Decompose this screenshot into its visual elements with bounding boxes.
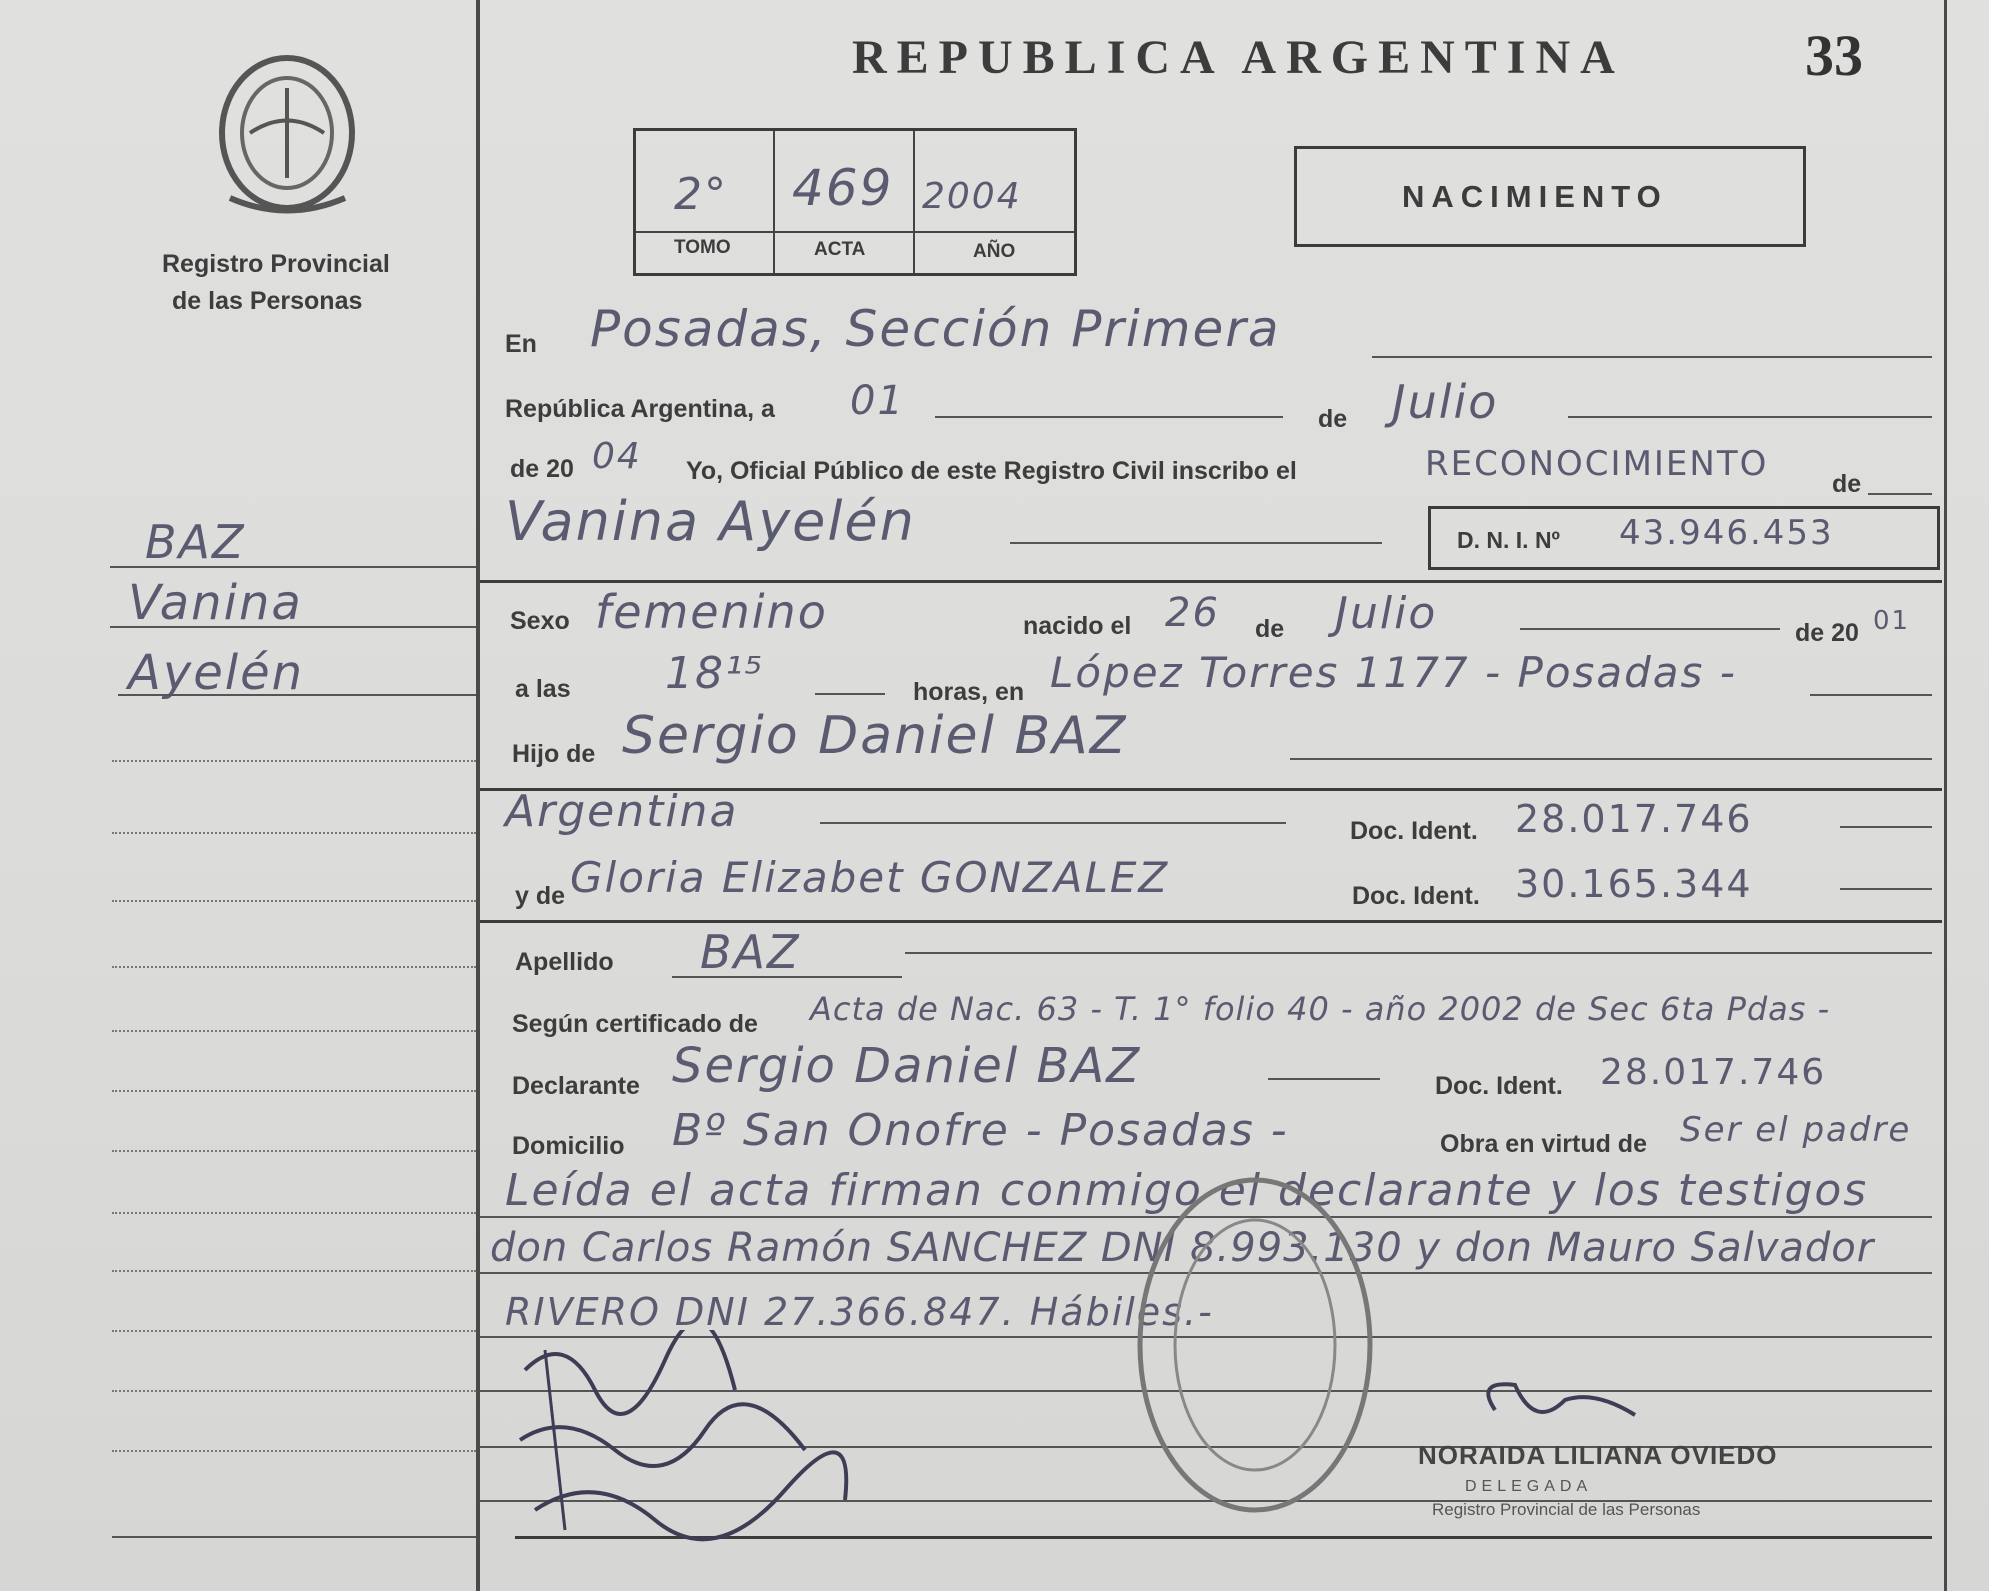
margin-second-name: Ayelén xyxy=(128,645,305,701)
nac-anio-field: 01 xyxy=(1873,606,1911,636)
padre-field: Sergio Daniel BAZ xyxy=(622,706,1128,766)
signature-scribble-icon xyxy=(505,1330,865,1550)
acta-value: 469 xyxy=(792,159,894,217)
official-name: NORAIDA LILIANA OVIEDO xyxy=(1418,1440,1778,1470)
nac-mes-field: Julio xyxy=(1335,588,1438,639)
lugar-field: Posadas, Sección Primera xyxy=(590,300,1281,358)
domicilio-field: Bº San Onofre - Posadas - xyxy=(672,1105,1289,1156)
official-signature-icon xyxy=(1465,1370,1645,1450)
record-box xyxy=(633,128,1077,276)
nac-dia-field: 26 xyxy=(1165,590,1220,636)
acta-label: ACTA xyxy=(814,239,866,260)
padre-doc-field: 28.017.746 xyxy=(1515,797,1753,841)
registry-line-2: de las Personas xyxy=(172,287,363,315)
padre-nac-field: Argentina xyxy=(505,786,739,837)
margin-surname: BAZ xyxy=(145,515,246,569)
margin-first-name: Vanina xyxy=(128,575,303,631)
tomo-label: TOMO xyxy=(674,237,731,258)
margin-divider xyxy=(476,0,480,1591)
declarante-doc-field: 28.017.746 xyxy=(1600,1052,1827,1093)
dia-field: 01 xyxy=(850,378,905,424)
dni-box: D. N. I. Nº 43.946.453 xyxy=(1428,506,1940,570)
coat-of-arms-icon xyxy=(210,48,365,218)
texto-line-2: don Carlos Ramón SANCHEZ DNI 8.993.130 y don Mauro Salvador xyxy=(490,1225,1875,1271)
act-type-box xyxy=(1294,146,1806,247)
ano-value: 2004 xyxy=(922,176,1022,217)
texto-line-3: RIVERO DNI 27.366.847. Hábiles.- xyxy=(505,1290,1214,1334)
madre-field: Gloria Elizabet GONZALEZ xyxy=(570,853,1170,902)
lugar-nac-field: López Torres 1177 - Posadas - xyxy=(1050,648,1737,697)
nombre-field: Vanina Ayelén xyxy=(505,490,916,553)
texto-line-1: Leída el acta firman conmigo el declarante y los testigos xyxy=(505,1165,1869,1216)
mes-field: Julio xyxy=(1392,375,1499,429)
official-title: DELEGADA xyxy=(1465,1478,1593,1495)
act-type: NACIMIENTO xyxy=(1402,179,1668,214)
certificado-field: Acta de Nac. 63 - T. 1° folio 40 - año 2002 de Sec 6ta Pdas - xyxy=(810,990,1831,1028)
country-title: REPUBLICA ARGENTINA xyxy=(852,31,1625,84)
tomo-value: 2° xyxy=(674,169,728,220)
registry-line-1: Registro Provincial xyxy=(162,250,390,278)
madre-doc-field: 30.165.344 xyxy=(1515,862,1753,906)
ano-label: AÑO xyxy=(973,241,1016,262)
certificate-page: Registro Provincial de las Personas REPUBLICA ARGENTINA 33 2° 469 2004 TOMO ACTA AÑO NACIMIENTO BAZ Vanina Ayelén En Posadas, Sección Primera República Argentina, a 01 de Julio de 20 04 Yo, Oficial Público de este Registro Civil inscribo el RECONOCIMIENTO de Vanina Ayelén D. N. I. Nº 43.946.453 Sexo femenino nacido el 26 de Julio de 20 01 a las 18¹⁵ horas, en López Torres 1177 - Posadas - Hijo de Sergio Daniel BAZ Argentina Doc. Ident. 28.017.746 y de Gloria Elizabet GONZALEZ Doc. Ident. 30.165.344 Apellido BAZ Según certificado de Acta de Nac. 63 - T. 1° folio 40 - año 2002 de Sec 6ta Pdas - Declarante Sergio Daniel BAZ Doc. Ident. 28.017.746 Domicilio Bº San Onofre - Posadas - Obra en virtud de Ser el padre Leída el acta firman conmigo el declarante y los testigos don Carlos Ramón SANCHEZ DNI 8.993.130 y don Mauro Salvador RIVERO DNI 27.366.847. Hábiles.- NORAIDA LILIANA OVIEDO DELEGADA Registro Provincial de las Personas xyxy=(0,0,1989,1591)
anio-field: 04 xyxy=(592,436,642,477)
inscripcion-field: RECONOCIMIENTO xyxy=(1425,444,1769,484)
dni-field: 43.946.453 xyxy=(1619,513,1834,553)
obra-field: Ser el padre xyxy=(1680,1110,1912,1150)
sexo-field: femenino xyxy=(595,585,828,639)
official-org: Registro Provincial de las Personas xyxy=(1432,1500,1701,1519)
right-border xyxy=(1944,0,1947,1591)
official-stamp-icon xyxy=(1125,1165,1385,1525)
hora-field: 18¹⁵ xyxy=(665,648,765,699)
apellido-field: BAZ xyxy=(700,925,801,979)
page-number: 33 xyxy=(1805,23,1863,88)
declarante-field: Sergio Daniel BAZ xyxy=(672,1038,1142,1094)
